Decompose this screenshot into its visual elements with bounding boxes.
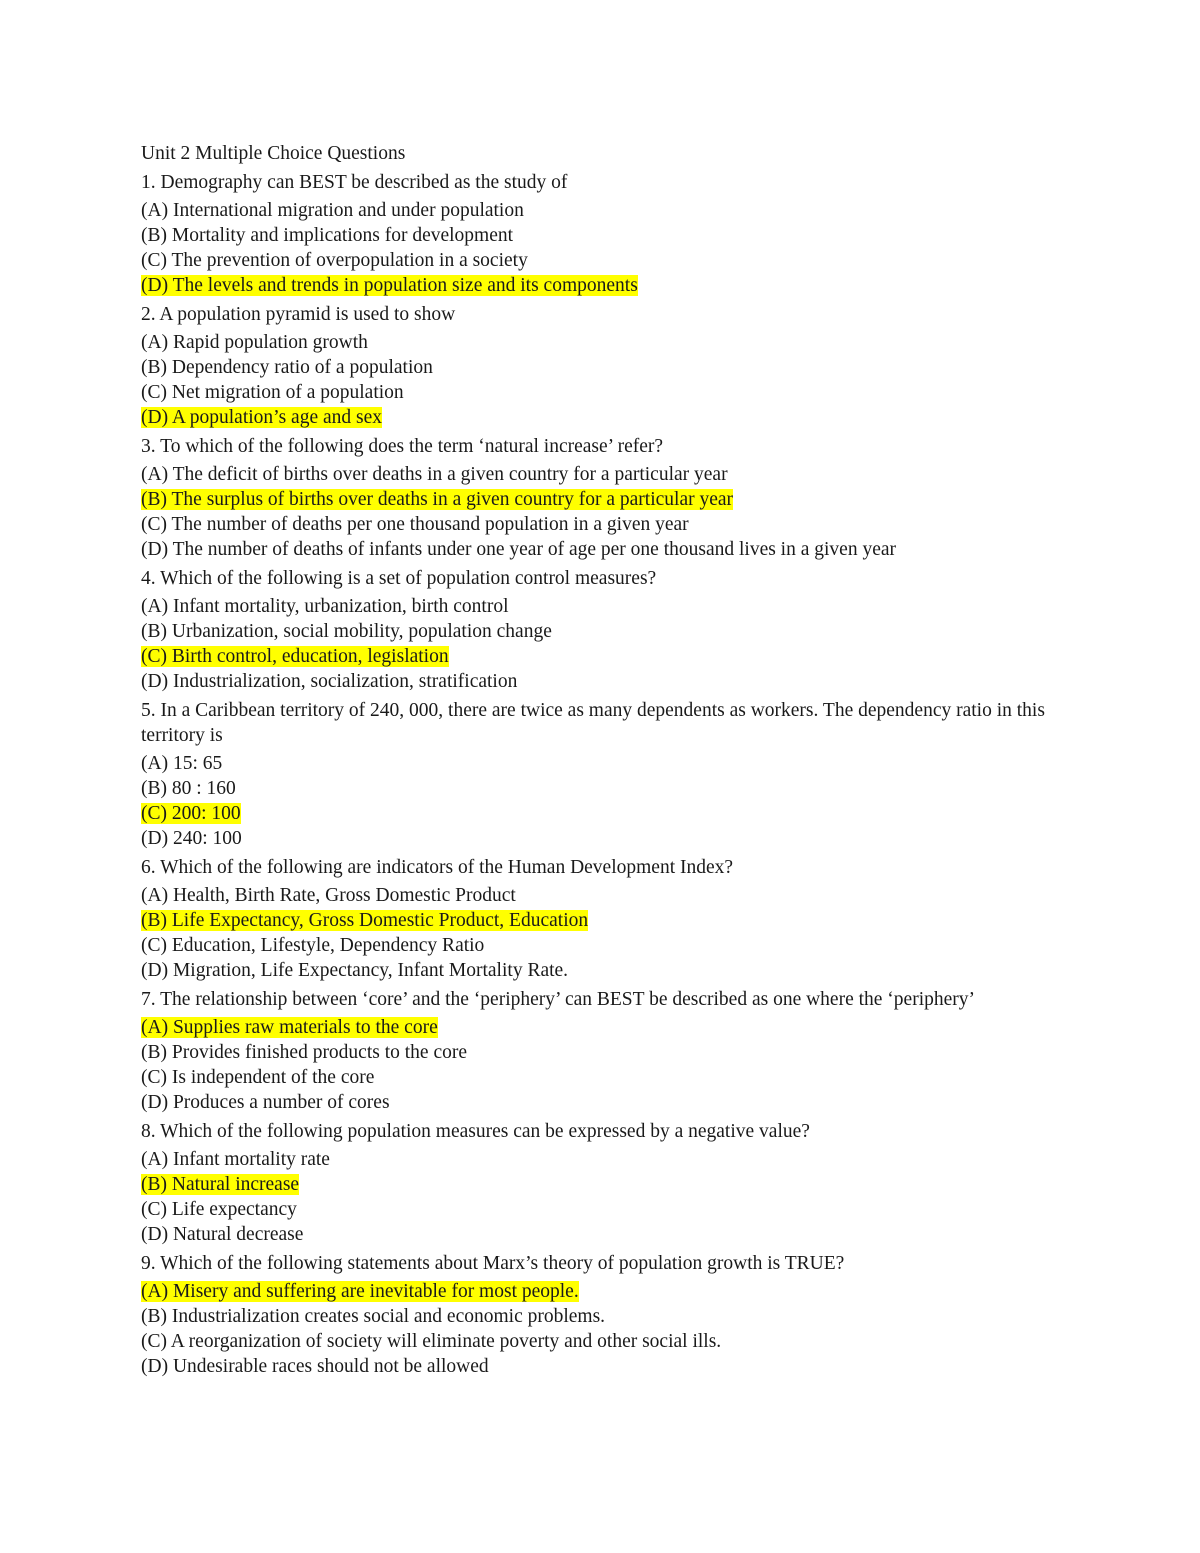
answer-option — [141, 776, 1061, 801]
answer-option-label: (C) Education, Lifestyle, Dependency Ratio — [141, 935, 485, 956]
answer-option-label: (B) Dependency ratio of a population — [141, 357, 433, 378]
answer-option — [141, 223, 1061, 248]
question-text: 1. Demography can BEST be described as the study of — [141, 172, 568, 193]
question-6 — [141, 855, 1061, 983]
answer-option-label: (D) 240: 100 — [141, 828, 242, 849]
answer-option-label: (D) The number of deaths of infants under one year of age per one thousand lives in a given year — [141, 539, 897, 560]
answer-option — [141, 248, 1061, 273]
answer-option — [141, 619, 1061, 644]
answer-option-label: (C) The prevention of overpopulation in a society — [141, 250, 528, 271]
question-text: 7. The relationship between ‘core’ and the ‘periphery’ can BEST be described as one where the ‘periphery’ — [141, 989, 976, 1010]
answer-option-label: (C) The number of deaths per one thousand population in a given year — [141, 514, 689, 535]
question-text: 6. Which of the following are indicators of the Human Development Index? — [141, 857, 734, 878]
question-2 — [141, 302, 1061, 430]
answer-option — [141, 594, 1061, 619]
answer-option-label: (D) Undesirable races should not be allowed — [141, 1356, 489, 1377]
question-text: 8. Which of the following population measures can be expressed by a negative value? — [141, 1121, 810, 1142]
question-text: 5. In a Caribbean territory of 240, 000, there are twice as many dependents as workers. The dependency ratio in this territory is — [141, 700, 1045, 746]
answer-option-label: (A) Rapid population growth — [141, 332, 368, 353]
answer-option-label: (D) Natural decrease — [141, 1224, 304, 1245]
answer-option — [141, 826, 1061, 851]
question-4 — [141, 566, 1061, 694]
answer-option-correct — [141, 405, 1061, 430]
answer-option-correct — [141, 1279, 1061, 1304]
answer-option-label: (D) Industrialization, socialization, stratification — [141, 671, 518, 692]
answer-option — [141, 1197, 1061, 1222]
answer-option-label: (A) The deficit of births over deaths in a given country for a particular year — [141, 464, 728, 485]
question-3 — [141, 434, 1061, 562]
answer-option — [141, 355, 1061, 380]
answer-option-label: (C) Birth control, education, legislation — [141, 646, 449, 667]
answer-option — [141, 380, 1061, 405]
question-text: 4. Which of the following is a set of population control measures? — [141, 568, 657, 589]
answer-option-label: (C) Life expectancy — [141, 1199, 297, 1220]
answer-option-label: (A) Supplies raw materials to the core — [141, 1017, 438, 1038]
answer-option — [141, 669, 1061, 694]
answer-option — [141, 1147, 1061, 1172]
answer-option — [141, 1040, 1061, 1065]
answer-option-label: (C) Is independent of the core — [141, 1067, 375, 1088]
answer-option-label: (D) Migration, Life Expectancy, Infant Mortality Rate. — [141, 960, 569, 981]
answer-option-label: (C) A reorganization of society will eliminate poverty and other social ills. — [141, 1331, 722, 1352]
question-list — [141, 170, 1061, 1379]
question-text: 9. Which of the following statements about Marx’s theory of population growth is TRUE? — [141, 1253, 845, 1274]
answer-option — [141, 512, 1061, 537]
question-7 — [141, 987, 1061, 1115]
answer-option-label: (B) Urbanization, social mobility, population change — [141, 621, 552, 642]
answer-option — [141, 958, 1061, 983]
answer-option-label: (A) Health, Birth Rate, Gross Domestic Product — [141, 885, 516, 906]
answer-option-label: (B) Life Expectancy, Gross Domestic Product, Education — [141, 910, 589, 931]
answer-option-label: (B) Natural increase — [141, 1174, 300, 1195]
answer-option-label: (B) 80 : 160 — [141, 778, 236, 799]
answer-option-label: (B) Industrialization creates social and economic problems. — [141, 1306, 606, 1327]
answer-option — [141, 462, 1061, 487]
question-1 — [141, 170, 1061, 298]
answer-option — [141, 198, 1061, 223]
answer-option-label: (A) Misery and suffering are inevitable for most people. — [141, 1281, 579, 1302]
answer-option — [141, 1354, 1061, 1379]
question-8 — [141, 1119, 1061, 1247]
answer-option-correct — [141, 801, 1061, 826]
document-body — [141, 141, 1061, 1379]
answer-option — [141, 537, 1061, 562]
answer-option-label: (B) Mortality and implications for development — [141, 225, 514, 246]
answer-option-label: (C) Net migration of a population — [141, 382, 404, 403]
answer-option-label: (D) Produces a number of cores — [141, 1092, 390, 1113]
answer-option-label: (D) The levels and trends in population size and its components — [141, 275, 638, 296]
question-5 — [141, 698, 1061, 851]
answer-option — [141, 933, 1061, 958]
answer-option-label: (A) Infant mortality rate — [141, 1149, 330, 1170]
answer-option-correct — [141, 1172, 1061, 1197]
answer-option-label: (C) 200: 100 — [141, 803, 241, 824]
answer-option-correct — [141, 1015, 1061, 1040]
answer-option-correct — [141, 487, 1061, 512]
answer-option-label: (A) Infant mortality, urbanization, birth control — [141, 596, 509, 617]
answer-option — [141, 751, 1061, 776]
answer-option-label: (D) A population’s age and sex — [141, 407, 382, 428]
answer-option-correct — [141, 908, 1061, 933]
answer-option-label: (B) Provides finished products to the core — [141, 1042, 468, 1063]
answer-option — [141, 883, 1061, 908]
answer-option-correct — [141, 273, 1061, 298]
answer-option — [141, 1222, 1061, 1247]
answer-option — [141, 1329, 1061, 1354]
document-title: Unit 2 Multiple Choice Questions — [141, 143, 406, 164]
answer-option — [141, 1065, 1061, 1090]
answer-option-label: (B) The surplus of births over deaths in a given country for a particular year — [141, 489, 734, 510]
question-text: 2. A population pyramid is used to show — [141, 304, 456, 325]
question-9 — [141, 1251, 1061, 1379]
answer-option — [141, 330, 1061, 355]
answer-option — [141, 1304, 1061, 1329]
question-text: 3. To which of the following does the term ‘natural increase’ refer? — [141, 436, 664, 457]
answer-option-correct — [141, 644, 1061, 669]
answer-option — [141, 1090, 1061, 1115]
answer-option-label: (A) International migration and under population — [141, 200, 524, 221]
answer-option-label: (A) 15: 65 — [141, 753, 223, 774]
